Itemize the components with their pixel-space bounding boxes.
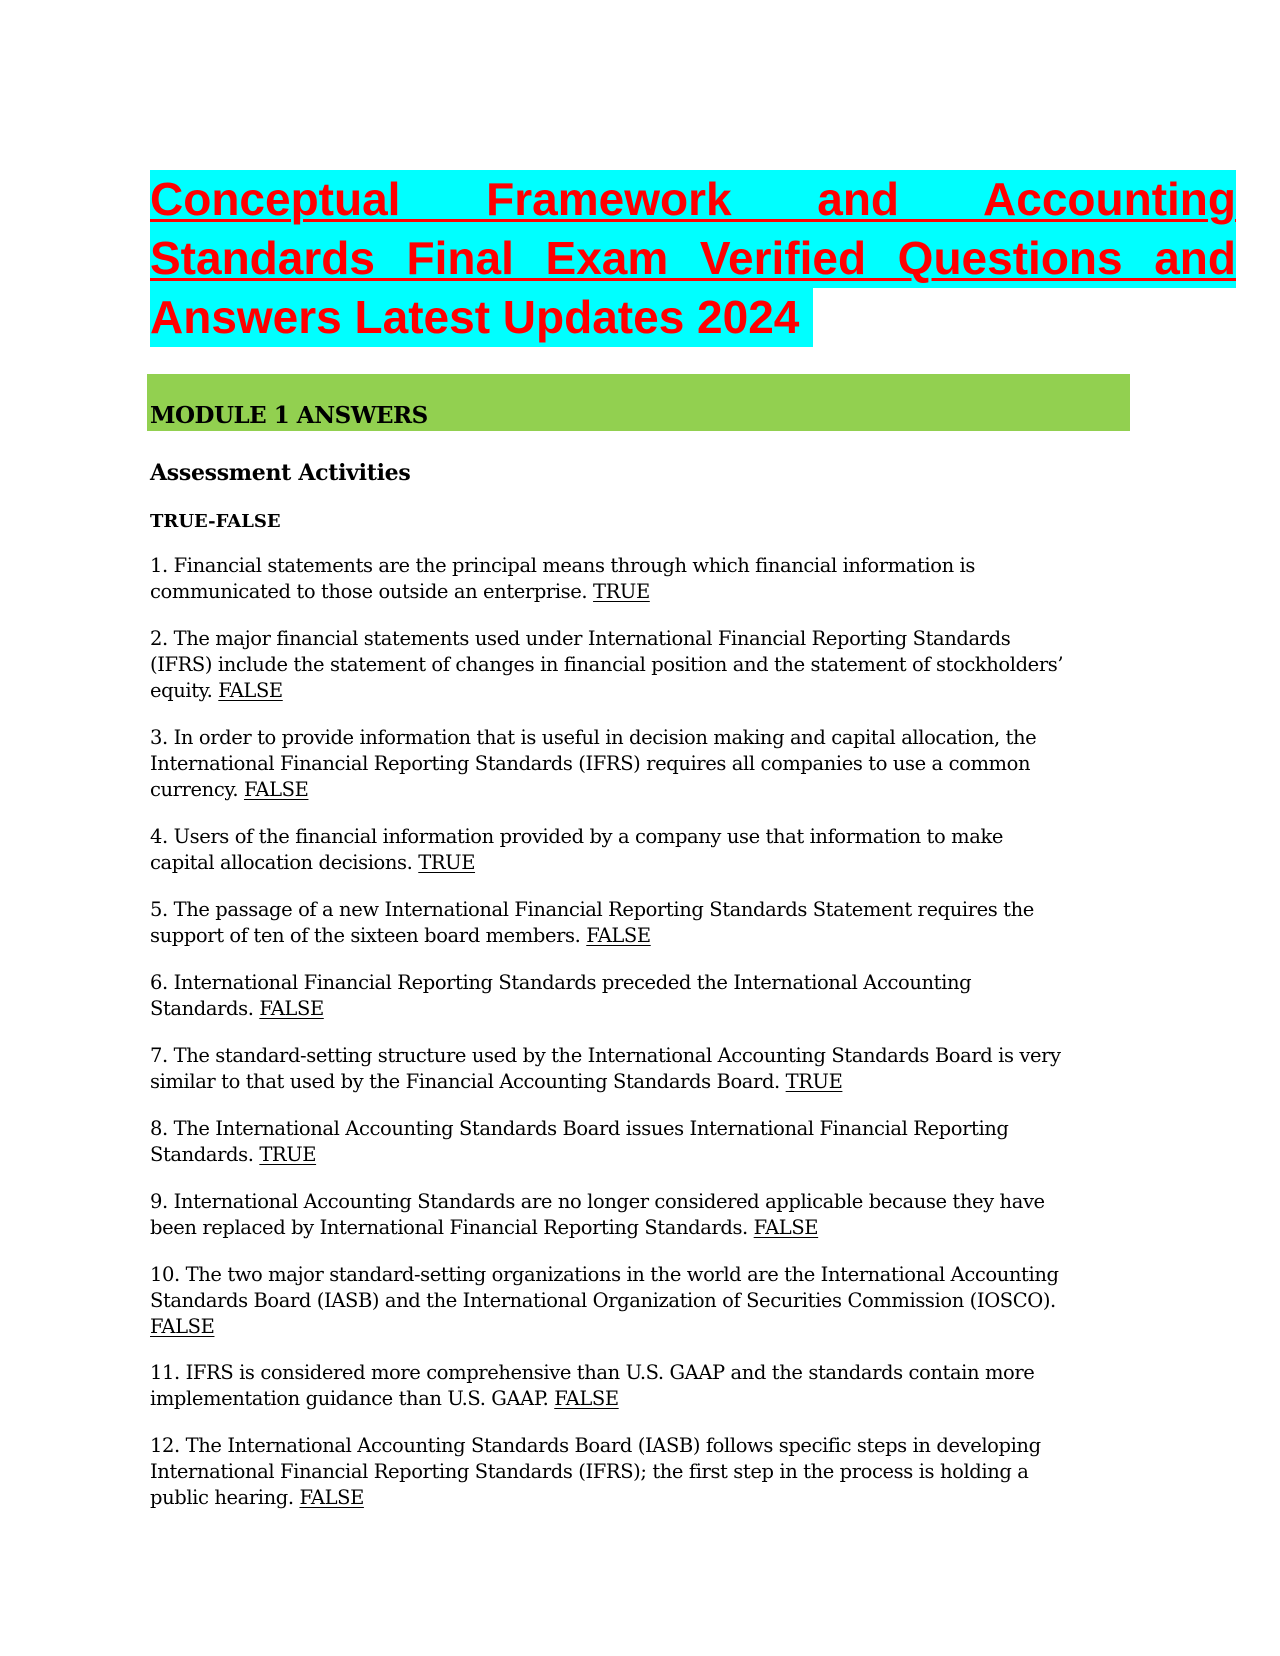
- question-text: Standards.: [150, 997, 254, 1020]
- question-12: [150, 1433, 1130, 1511]
- question-text: 8. The International Accounting Standards Board issues International Financial Reporting: [150, 1117, 1009, 1140]
- answer-label: FALSE: [218, 679, 283, 702]
- answer-label: TRUE: [259, 1143, 317, 1166]
- answer-label: FALSE: [150, 1315, 215, 1338]
- question-10: [150, 1262, 1130, 1340]
- question-text: currency.: [150, 778, 239, 801]
- answer-label: TRUE: [593, 580, 650, 603]
- question-text: implementation guidance than U.S. GAAP.: [150, 1387, 549, 1410]
- answer-label: FALSE: [753, 1216, 819, 1239]
- question-text: 6. International Financial Reporting Standards preceded the International Accounting: [150, 971, 972, 994]
- title-line-3: Answers Latest Updates 2024: [150, 288, 813, 347]
- question-2: [150, 626, 1130, 704]
- title-line-1: Conceptual Framework and Accounting: [150, 170, 1236, 229]
- answer-label: FALSE: [299, 1486, 364, 1509]
- question-text: International Financial Reporting Standards (IFRS); the first step in the process is holding a: [150, 1460, 1029, 1483]
- question-text: 3. In order to provide information that is useful in decision making and capital allocation, the: [150, 726, 1037, 749]
- question-8: [150, 1116, 1130, 1168]
- question-1: [150, 553, 1130, 605]
- question-3: [150, 725, 1130, 803]
- section-heading-true-false: TRUE-FALSE: [150, 511, 281, 532]
- question-6: [150, 970, 1130, 1022]
- answer-label: FALSE: [259, 997, 324, 1020]
- answer-label: FALSE: [586, 924, 651, 947]
- question-text: 2. The major financial statements used under International Financial Reporting Standards: [150, 627, 1011, 650]
- title-line-2: Standards Final Exam Verified Questions and: [150, 229, 1236, 288]
- question-text: public hearing.: [150, 1486, 294, 1509]
- module-heading: MODULE 1 ANSWERS: [150, 402, 428, 429]
- question-text: 10. The two major standard-setting organizations in the world are the International Accounting: [150, 1263, 1059, 1286]
- question-text: 12. The International Accounting Standards Board (IASB) follows specific steps in developing: [150, 1434, 1041, 1457]
- document-title: [150, 170, 1236, 347]
- answer-label: FALSE: [554, 1387, 619, 1410]
- answer-label: TRUE: [418, 851, 476, 874]
- question-text: Standards Board (IASB) and the International Organization of Securities Commission (IOSCO).: [150, 1289, 1056, 1312]
- question-text: support of ten of the sixteen board members.: [150, 924, 581, 947]
- question-7: [150, 1043, 1130, 1095]
- question-text: Standards.: [150, 1143, 254, 1166]
- question-text: International Financial Reporting Standards (IFRS) requires all companies to use a common: [150, 752, 1031, 775]
- question-text: similar to that used by the Financial Accounting Standards Board.: [150, 1070, 780, 1093]
- question-4: [150, 824, 1130, 876]
- question-text: been replaced by International Financial Reporting Standards.: [150, 1216, 748, 1239]
- answer-label: FALSE: [243, 778, 309, 801]
- question-text: capital allocation decisions.: [150, 851, 413, 874]
- question-text: 9. International Accounting Standards are no longer considered applicable because they have: [150, 1190, 1045, 1213]
- question-9: [150, 1189, 1130, 1241]
- question-11: [150, 1360, 1130, 1412]
- assessment-heading: Assessment Activities: [150, 460, 411, 486]
- question-text: 7. The standard-setting structure used by the International Accounting Standards Board is very: [150, 1044, 1061, 1067]
- question-text: equity.: [150, 679, 213, 702]
- answer-label: TRUE: [785, 1070, 843, 1093]
- question-text: 1. Financial statements are the principal means through which financial information is: [150, 554, 975, 577]
- question-text: communicated to those outside an enterprise.: [150, 580, 588, 603]
- question-text: 11. IFRS is considered more comprehensive than U.S. GAAP and the standards contain more: [150, 1361, 1035, 1384]
- question-5: [150, 897, 1130, 949]
- question-text: 4. Users of the financial information provided by a company use that information to make: [150, 825, 1004, 848]
- question-text: (IFRS) include the statement of changes in financial position and the statement of stockholders’: [150, 653, 1064, 676]
- question-text: 5. The passage of a new International Financial Reporting Standards Statement requires the: [150, 898, 1034, 921]
